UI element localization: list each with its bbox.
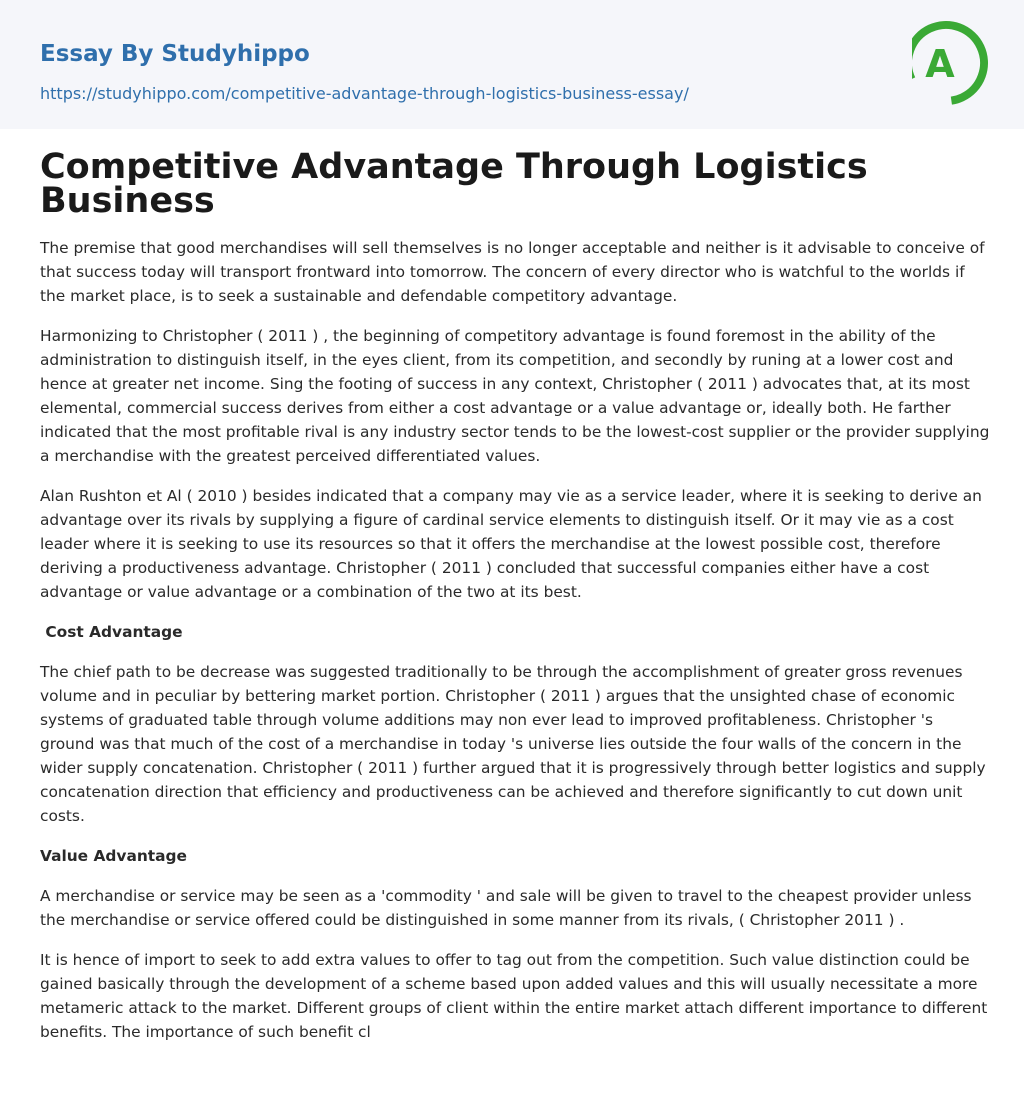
section-heading: Cost Advantage <box>40 623 183 641</box>
essay-paragraph: The premise that good merchandises will sell themselves is no longer acceptable and neither is it advisable to conceive of that success today will transport frontward into tomorrow. The concern of every director who is watchful to the worlds if the market place, is to seek a sustainable and defendable competitory advantage. <box>40 239 985 305</box>
essay-content <box>40 147 992 1060</box>
essay-paragraph: Harmonizing to Christopher ( 2011 ) , the beginning of competitory advantage is found foremost in the ability of the administration to distinguish itself, in the eyes client, from its competition, and secondly by runing at a lower cost and hence at greater net income. Sing the footing of success in any context, Christopher ( 2011 ) advocates that, at its most elemental, commercial success derives from either a cost advantage or a value advantage or, ideally both. He farther indicated that the most profitable rival is any industry sector tends to be the lowest-cost supplier or the provider supplying a merchandise with the greatest perceived differentiated values. <box>40 327 990 465</box>
site-brand[interactable]: Essay By Studyhippo <box>40 41 310 67</box>
essay-body <box>40 236 992 1044</box>
studyhippo-logo-icon[interactable] <box>912 19 988 107</box>
essay-paragraph: It is hence of import to seek to add extra values to offer to tag out from the competition. Such value distinction could be gained basically through the development of a scheme based upon added values and this will usually necessitate a more metameric attack to the market. Different groups of client within the entire market attach different importance to different benefits. The importance of such benefit cl <box>40 951 988 1041</box>
logo-letter: A <box>925 42 955 86</box>
section-heading: Value Advantage <box>40 847 187 865</box>
essay-title: Competitive Advantage Through Logistics Business <box>40 147 868 221</box>
source-url-link[interactable]: https://studyhippo.com/competitive-advantage-through-logistics-business-essay/ <box>40 84 689 103</box>
essay-paragraph: A merchandise or service may be seen as a 'commodity ' and sale will be given to travel to the cheapest provider unless the merchandise or service offered could be distinguished in some manner from its rivals, ( Christopher 2011 ) . <box>40 887 972 929</box>
site-header <box>0 0 1024 129</box>
essay-paragraph: The chief path to be decrease was suggested traditionally to be through the accomplishment of greater gross revenues volume and in peculiar by bettering market portion. Christopher ( 2011 ) argues that the unsighted chase of economic systems of graduated table through volume additions may non ever lead to improved profitableness. Christopher 's ground was that much of the cost of a merchandise in today 's universe lies outside the four walls of the concern in the wider supply concatenation. Christopher ( 2011 ) further argued that it is progressively through better logistics and supply concatenation direction that efficiency and productiveness can be achieved and therefore significantly to cut down unit costs. <box>40 663 986 825</box>
essay-paragraph: Alan Rushton et Al ( 2010 ) besides indicated that a company may vie as a service leader, where it is seeking to derive an advantage over its rivals by supplying a figure of cardinal service elements to distinguish itself. Or it may vie as a cost leader where it is seeking to use its resources so that it offers the merchandise at the lowest possible cost, therefore deriving a productiveness advantage. Christopher ( 2011 ) concluded that successful companies either have a cost advantage or value advantage or a combination of the two at its best. <box>40 487 982 601</box>
